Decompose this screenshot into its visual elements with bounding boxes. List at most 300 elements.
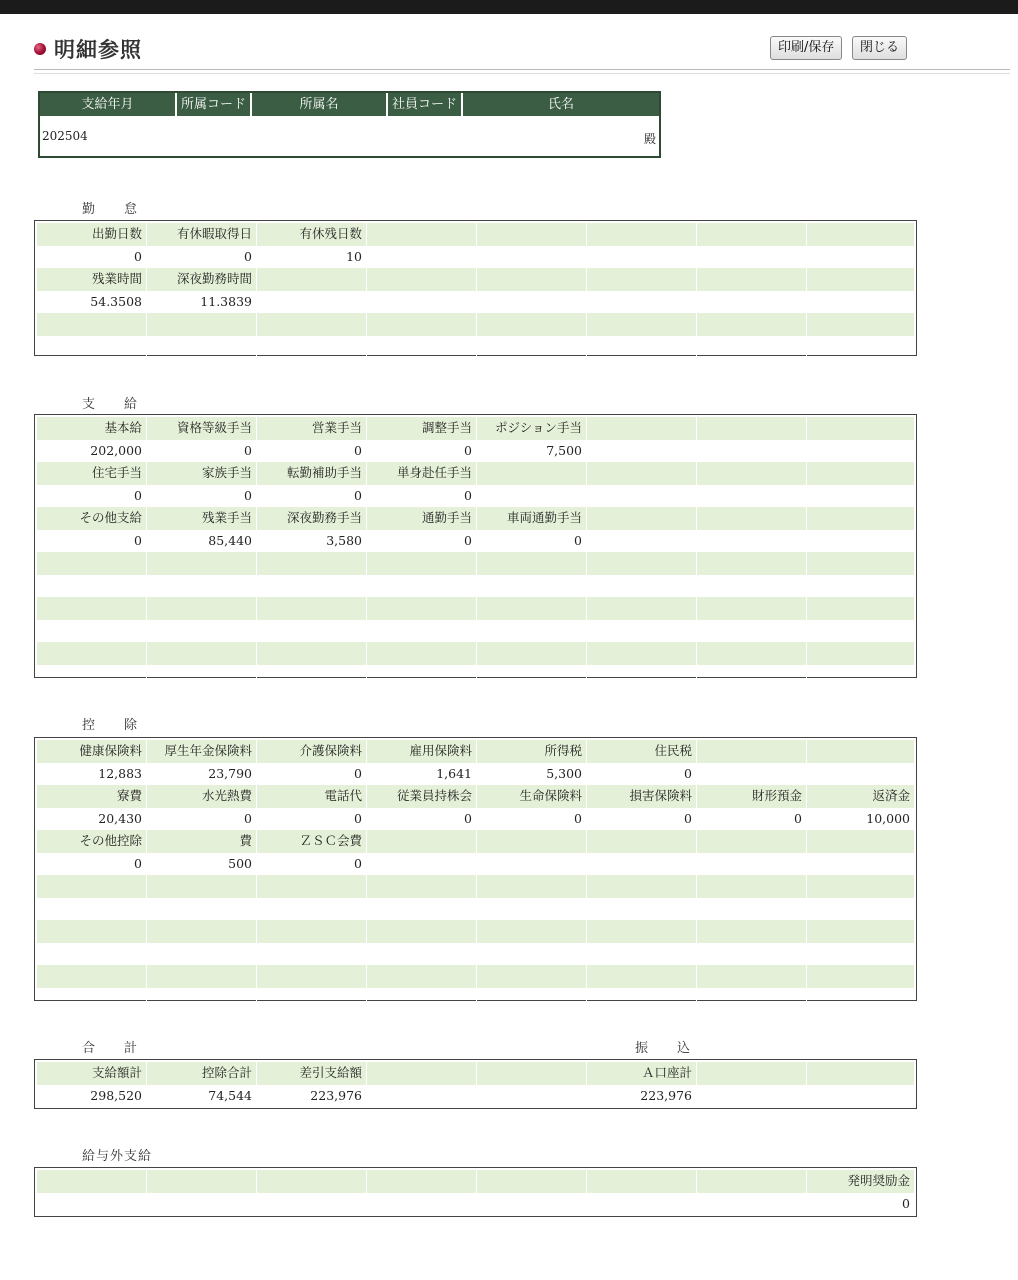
field-label: [37, 597, 147, 620]
field-value: [807, 440, 914, 463]
label-row: [37, 462, 914, 485]
field-value: [697, 246, 807, 269]
field-value: 10: [257, 246, 367, 269]
field-label: [697, 875, 807, 898]
field-value: 0: [37, 246, 147, 269]
field-value: [697, 763, 807, 786]
field-value: [587, 575, 697, 598]
field-value: 0: [902, 1195, 910, 1211]
field-label: [367, 875, 477, 898]
field-value: [697, 898, 807, 921]
field-value: [477, 291, 587, 314]
field-label: [477, 552, 587, 575]
field-label: [477, 830, 587, 853]
value-row: [37, 763, 914, 786]
field-label: [697, 1170, 807, 1193]
field-label: [587, 313, 697, 336]
field-value: [257, 665, 367, 688]
field-label: 家族手当: [147, 462, 257, 485]
field-label: [697, 462, 807, 485]
field-value: [367, 898, 477, 921]
field-label: [37, 552, 147, 575]
page-title: 明細参照: [54, 38, 142, 62]
field-value: [587, 246, 697, 269]
field-value: [477, 575, 587, 598]
field-value: 0: [37, 530, 147, 553]
field-value: [587, 485, 697, 508]
field-label: [587, 642, 697, 665]
field-value: 0: [587, 808, 697, 831]
field-label: 基本給: [37, 417, 147, 440]
header-columns: [40, 93, 659, 116]
field-value: [807, 530, 914, 553]
field-value: [697, 943, 807, 966]
field-label: [587, 462, 697, 485]
field-value: [37, 988, 147, 1011]
field-label: [807, 552, 914, 575]
field-value: 0: [37, 853, 147, 876]
value-row: [37, 853, 914, 876]
field-value: [367, 291, 477, 314]
field-label: 寮費: [37, 785, 147, 808]
field-label: [477, 965, 587, 988]
field-value: [587, 620, 697, 643]
value-row: [37, 898, 914, 921]
label-row: [37, 785, 914, 808]
label-row: [37, 965, 914, 988]
field-value: [37, 943, 147, 966]
field-value: [697, 988, 807, 1011]
value-row: [37, 246, 914, 269]
field-label: [147, 642, 257, 665]
field-label: [477, 313, 587, 336]
print-save-button[interactable]: 印刷/保存: [770, 36, 842, 60]
label-row: [37, 223, 914, 246]
field-value: [37, 336, 147, 359]
field-value: [367, 620, 477, 643]
extra-payment-grid: [34, 1167, 917, 1217]
label-row: [37, 875, 914, 898]
field-value: [587, 898, 697, 921]
field-value: [147, 1193, 257, 1216]
value-row: [37, 943, 914, 966]
field-label: 返済金: [807, 785, 914, 808]
field-label: [257, 965, 367, 988]
field-value: [367, 853, 477, 876]
field-value: 3,580: [257, 530, 367, 553]
field-label: 住民税: [587, 740, 697, 763]
field-label: 住宅手当: [37, 462, 147, 485]
field-label: [367, 223, 477, 246]
field-value: 5,300: [477, 763, 587, 786]
field-value: [807, 1085, 914, 1108]
field-label: [697, 1062, 807, 1085]
field-label: 深夜勤務時間: [147, 268, 257, 291]
field-label: [367, 642, 477, 665]
field-label: [807, 313, 914, 336]
field-label: [477, 920, 587, 943]
field-value: [587, 336, 697, 359]
field-value: [587, 988, 697, 1011]
field-value: 500: [147, 853, 257, 876]
header-values: [40, 116, 659, 156]
field-label: 営業手当: [257, 417, 367, 440]
field-label: [587, 507, 697, 530]
field-value: [477, 853, 587, 876]
field-value: 12,883: [37, 763, 147, 786]
field-label: [697, 965, 807, 988]
label-row: [37, 642, 914, 665]
field-label: Ａ口座計: [587, 1062, 697, 1085]
field-value: [807, 853, 914, 876]
label-row: [37, 740, 914, 763]
payment-grid: [34, 414, 917, 678]
field-label: 単身赴任手当: [367, 462, 477, 485]
field-label: [257, 875, 367, 898]
field-value: [257, 575, 367, 598]
field-label: [697, 223, 807, 246]
field-label: 転勤補助手当: [257, 462, 367, 485]
field-value: [367, 1193, 477, 1216]
field-value: [477, 485, 587, 508]
field-value: [697, 485, 807, 508]
field-value: [257, 943, 367, 966]
label-row: [37, 417, 914, 440]
field-label: 出勤日数: [37, 223, 147, 246]
field-value: [697, 575, 807, 598]
field-value: [37, 1193, 147, 1216]
field-value: [697, 530, 807, 553]
field-value: 0: [257, 763, 367, 786]
field-value: [147, 943, 257, 966]
field-value: [37, 898, 147, 921]
page-header: [34, 34, 142, 64]
field-label: 控除合計: [147, 1062, 257, 1085]
field-value: [697, 1085, 807, 1108]
field-value: [257, 898, 367, 921]
field-value: [697, 665, 807, 688]
col-dept-code: 所属コード: [177, 93, 252, 116]
field-label: [807, 268, 914, 291]
field-value: [257, 291, 367, 314]
field-label: 調整手当: [367, 417, 477, 440]
transfer-label: 振 込: [635, 1041, 692, 1056]
field-label: [367, 830, 477, 853]
field-label: [587, 268, 697, 291]
field-label: [477, 223, 587, 246]
field-value: 0: [697, 808, 807, 831]
field-value: [587, 291, 697, 314]
honorific: 殿: [643, 132, 656, 146]
field-label: [477, 1170, 587, 1193]
field-value: 0: [147, 808, 257, 831]
value-row: [37, 575, 914, 598]
field-label: ＺＳＣ会費: [257, 830, 367, 853]
field-value: [37, 620, 147, 643]
field-value: 0: [257, 808, 367, 831]
field-label: [807, 875, 914, 898]
field-label: 有休残日数: [257, 223, 367, 246]
field-label: [697, 740, 807, 763]
field-label: [807, 920, 914, 943]
label-row: [37, 1170, 914, 1193]
field-label: [257, 1170, 367, 1193]
field-value: 11.3839: [147, 291, 257, 314]
field-value: [257, 620, 367, 643]
field-label: [697, 920, 807, 943]
field-value: 0: [477, 808, 587, 831]
field-value: [367, 943, 477, 966]
field-value: 23,790: [147, 763, 257, 786]
field-value: 0: [147, 440, 257, 463]
field-value: [807, 291, 914, 314]
field-label: [367, 965, 477, 988]
field-label: [807, 965, 914, 988]
field-value: [257, 1193, 367, 1216]
field-label: [807, 223, 914, 246]
field-value: [147, 620, 257, 643]
field-label: 健康保険料: [37, 740, 147, 763]
field-label: [587, 417, 697, 440]
field-value: [587, 853, 697, 876]
field-value: 74,544: [147, 1085, 257, 1108]
label-row: [37, 597, 914, 620]
field-label: 財形預金: [697, 785, 807, 808]
field-value: [367, 1085, 477, 1108]
field-value: [477, 898, 587, 921]
field-label: [147, 965, 257, 988]
field-value: [477, 246, 587, 269]
field-label: [37, 642, 147, 665]
value-row: [37, 440, 914, 463]
field-label: [587, 830, 697, 853]
field-value: 0: [367, 530, 477, 553]
field-label: [367, 313, 477, 336]
field-label: [587, 597, 697, 620]
window-top-bar: [0, 0, 1018, 14]
deduction-label: 控 除: [82, 718, 139, 733]
field-value: 223,976: [257, 1085, 367, 1108]
title-divider: [34, 69, 1010, 74]
pay-month-value: 202504: [42, 129, 88, 143]
field-label: 有休暇取得日: [147, 223, 257, 246]
field-value: [147, 575, 257, 598]
field-label: 資格等級手当: [147, 417, 257, 440]
field-label: [147, 597, 257, 620]
value-row: [37, 1085, 914, 1108]
field-value: [587, 1193, 697, 1216]
field-label: その他支給: [37, 507, 147, 530]
field-label: 車両通勤手当: [477, 507, 587, 530]
field-value: [147, 988, 257, 1011]
field-label: 費: [147, 830, 257, 853]
field-label: 差引支給額: [257, 1062, 367, 1085]
field-value: [807, 898, 914, 921]
field-label: [147, 1170, 257, 1193]
field-value: [807, 336, 914, 359]
field-label: [697, 313, 807, 336]
field-label: 支給額計: [37, 1062, 147, 1085]
field-label: [147, 920, 257, 943]
field-label: [37, 965, 147, 988]
field-label: [477, 268, 587, 291]
field-value: [807, 575, 914, 598]
field-value: [477, 620, 587, 643]
deduction-grid: [34, 737, 917, 1001]
value-row: [37, 665, 914, 688]
field-label: [367, 920, 477, 943]
field-value: [587, 665, 697, 688]
field-label: [147, 875, 257, 898]
field-label: [807, 830, 914, 853]
value-row: [37, 336, 914, 359]
value-row: [37, 291, 914, 314]
field-value: [367, 246, 477, 269]
field-label: [477, 875, 587, 898]
col-name: 氏名: [463, 93, 659, 116]
field-label: [697, 830, 807, 853]
field-value: [147, 898, 257, 921]
field-label: 通勤手当: [367, 507, 477, 530]
field-label: [807, 417, 914, 440]
field-label: 所得税: [477, 740, 587, 763]
extra-payment-label: 給与外支給: [82, 1149, 153, 1164]
field-value: [367, 988, 477, 1011]
field-label: [367, 552, 477, 575]
field-label: [367, 1170, 477, 1193]
field-label: 厚生年金保険料: [147, 740, 257, 763]
field-value: [807, 943, 914, 966]
close-button[interactable]: 閉じる: [852, 36, 907, 60]
value-row: [37, 530, 914, 553]
field-value: [697, 620, 807, 643]
field-label: [257, 920, 367, 943]
field-label: [807, 462, 914, 485]
field-value: [477, 1085, 587, 1108]
field-value: [37, 665, 147, 688]
field-label: [697, 597, 807, 620]
field-label: 発明奨励金: [807, 1170, 914, 1193]
field-value: [697, 853, 807, 876]
totals-label: 合 計: [82, 1041, 139, 1056]
employee-header-table: [38, 91, 661, 158]
field-value: [697, 440, 807, 463]
field-value: 0: [587, 763, 697, 786]
field-value: [257, 988, 367, 1011]
field-value: [807, 485, 914, 508]
field-value: 0: [367, 485, 477, 508]
label-row: [37, 920, 914, 943]
label-row: [37, 313, 914, 336]
value-row: [37, 1193, 914, 1216]
field-value: [807, 763, 914, 786]
field-label: ポジション手当: [477, 417, 587, 440]
field-label: [257, 552, 367, 575]
field-value: 0: [147, 485, 257, 508]
field-value: 298,520: [37, 1085, 147, 1108]
field-value: 1,641: [367, 763, 477, 786]
field-label: 従業員持株会: [367, 785, 477, 808]
col-employee-code: 社員コード: [388, 93, 463, 116]
field-label: 水光熱費: [147, 785, 257, 808]
field-value: [367, 575, 477, 598]
field-value: [807, 246, 914, 269]
field-value: [587, 440, 697, 463]
field-label: [587, 875, 697, 898]
field-label: 深夜勤務手当: [257, 507, 367, 530]
field-label: [147, 552, 257, 575]
field-label: [477, 642, 587, 665]
field-value: [807, 620, 914, 643]
totals-grid: [34, 1059, 917, 1109]
field-label: 損害保険料: [587, 785, 697, 808]
value-row: [37, 485, 914, 508]
label-row: [37, 1062, 914, 1085]
field-label: [587, 920, 697, 943]
field-label: [257, 642, 367, 665]
field-value: 20,430: [37, 808, 147, 831]
field-value: 0: [147, 246, 257, 269]
field-label: 介護保険料: [257, 740, 367, 763]
field-label: [697, 552, 807, 575]
field-label: [257, 597, 367, 620]
field-label: [37, 875, 147, 898]
field-label: [477, 1062, 587, 1085]
field-label: [37, 1170, 147, 1193]
field-value: [697, 336, 807, 359]
field-label: [587, 965, 697, 988]
field-value: [367, 336, 477, 359]
field-label: [697, 417, 807, 440]
field-label: [807, 740, 914, 763]
field-label: [697, 268, 807, 291]
field-value: 0: [257, 485, 367, 508]
field-value: 0: [367, 440, 477, 463]
field-label: 雇用保険料: [367, 740, 477, 763]
field-value: [807, 665, 914, 688]
field-label: 残業時間: [37, 268, 147, 291]
field-value: 0: [257, 853, 367, 876]
field-value: [697, 291, 807, 314]
field-label: [587, 552, 697, 575]
field-value: [37, 575, 147, 598]
field-label: [147, 313, 257, 336]
field-label: [367, 268, 477, 291]
label-row: [37, 268, 914, 291]
field-value: 0: [477, 530, 587, 553]
field-label: [257, 268, 367, 291]
label-row: [37, 830, 914, 853]
field-value: [147, 665, 257, 688]
label-row: [37, 552, 914, 575]
field-value: [147, 336, 257, 359]
field-value: [477, 665, 587, 688]
field-label: [367, 1062, 477, 1085]
field-value: 0: [367, 808, 477, 831]
field-value: 223,976: [587, 1085, 697, 1108]
field-value: 85,440: [147, 530, 257, 553]
field-label: [807, 597, 914, 620]
field-label: その他控除: [37, 830, 147, 853]
field-value: [477, 943, 587, 966]
field-label: [807, 1062, 914, 1085]
field-value: 7,500: [477, 440, 587, 463]
field-label: [807, 507, 914, 530]
field-label: [587, 223, 697, 246]
attendance-grid: [34, 220, 917, 356]
attendance-label: 勤 怠: [82, 202, 139, 217]
field-value: 54.3508: [37, 291, 147, 314]
